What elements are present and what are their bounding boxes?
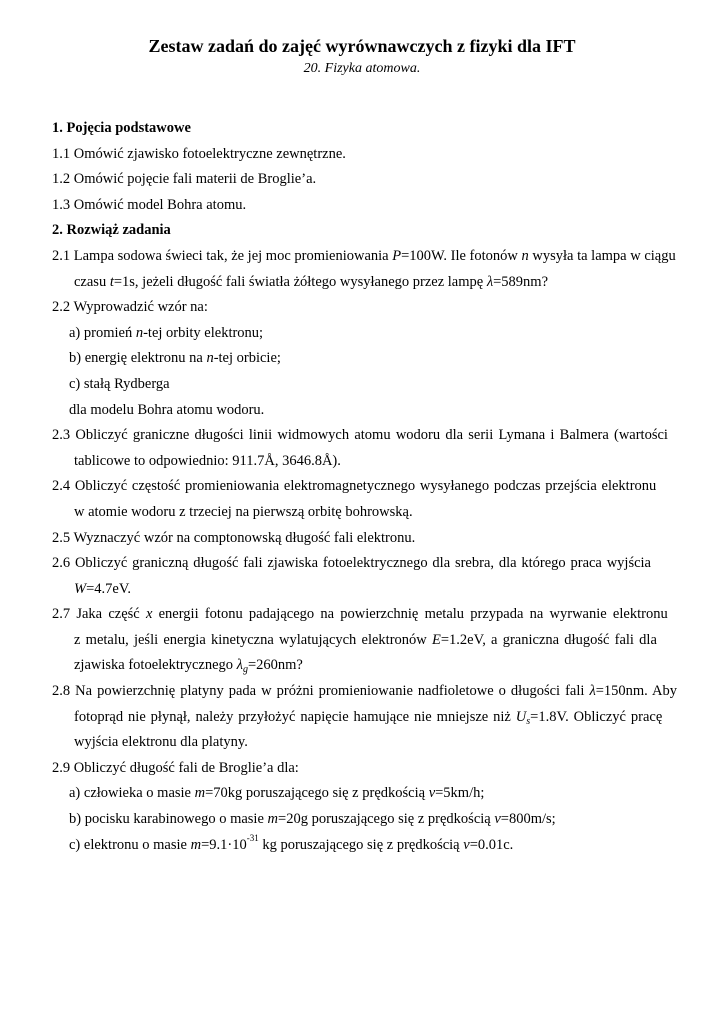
- problem-2-6-cont: W=4.7eV.: [74, 580, 132, 597]
- problem-2-9-a: a) człowieka o masie m=70kg poruszającego się z prędkością v=5km/h;: [69, 785, 485, 802]
- problem-2-3-cont: tablicowe to odpowiednio: 911.7Å, 3646.8Å).: [74, 452, 341, 469]
- problem-2-2-b: b) energię elektronu na n-tej orbicie;: [69, 350, 281, 367]
- item-1-2: 1.2 Omówić pojęcie fali materii de Broglie’a.: [52, 171, 317, 188]
- problem-2-2: 2.2 Wyprowadzić wzór na:: [52, 299, 208, 316]
- problem-2-7-cont2: zjawiska fotoelektrycznego $\lambda_g=260nm$?: [74, 657, 303, 676]
- problem-2-2-a: a) promień n-tej orbity elektronu;: [69, 324, 264, 341]
- problem-2-5: 2.5 Wyznaczyć wzór na comptonowską długość fali elektronu.: [52, 529, 416, 546]
- document-body: [52, 116, 682, 858]
- document-subtitle: 20. Fizyka atomowa.: [303, 61, 421, 76]
- document-title: Zestaw zadań do zajęć wyrównawczych z fizyki dla IFT: [148, 36, 576, 56]
- problem-2-1: 2.1 Lampa sodowa świeci tak, że jej moc promieniowania P=100W. Ile fotonów n wysyła ta lampa w ciągu: [52, 247, 676, 264]
- problem-2-2-note: dla modelu Bohra atomu wodoru.: [69, 401, 265, 418]
- section-1-heading: 1. Pojęcia podstawowe: [52, 120, 191, 136]
- problem-2-8: 2.8 Na powierzchnię platyny pada w próżni promieniowanie nadfioletowe o długości fali λ=150nm. Aby: [52, 683, 677, 700]
- item-1-3: 1.3 Omówić model Bohra atomu.: [52, 196, 247, 213]
- problem-2-9: 2.9 Obliczyć długość fali de Broglie’a dla:: [52, 759, 299, 776]
- problem-2-7: 2.7 Jaka część x energii fotonu padającego na powierzchnię metalu przypada na wyrwanie elektronu: [52, 606, 668, 623]
- problem-2-6: 2.6 Obliczyć graniczną długość fali zjawiska fotoelektrycznego dla srebra, dla którego praca wyjścia: [52, 555, 651, 572]
- problem-2-8-cont: fotoprąd nie płynął, należy przyłożyć napięcie hamujące nie mniejsze niż $U_s=1.8V$. Obliczyć pracę: [74, 708, 663, 727]
- item-1-1: 1.1 Omówić zjawisko fotoelektryczne zewnętrzne.: [52, 145, 346, 162]
- section-2-heading: 2. Rozwiąż zadania: [52, 222, 171, 239]
- problem-2-2-c: c) stałą Rydberga: [69, 375, 170, 392]
- problem-2-8-cont2: wyjścia elektronu dla platyny.: [74, 734, 248, 751]
- problem-2-7-cont: z metalu, jeśli energia kinetyczna wylatujących elektronów E=1.2eV, a graniczna długość fali dla: [74, 631, 657, 648]
- problem-2-1-cont: czasu t=1s, jeżeli długość fali światła żółtego wysyłanego przez lampę λ=589nm?: [74, 273, 549, 290]
- problem-2-4-cont: w atomie wodoru z trzeciej na pierwszą orbitę bohrowską.: [74, 503, 413, 520]
- problem-2-9-c: c) elektronu o masie $m=9.1\cdot 10^{-31}$ kg poruszającego się z prędkością v=0.01c.: [69, 832, 514, 853]
- problem-2-4: 2.4 Obliczyć częstość promieniowania elektromagnetycznego wysyłanego podczas przejścia elektronu: [52, 478, 657, 495]
- problem-2-3: 2.3 Obliczyć graniczne długości linii widmowych atomu wodoru dla serii Lymana i Balmera (wartości: [52, 427, 668, 444]
- problem-2-9-b: b) pocisku karabinowego o masie m=20g poruszającego się z prędkością v=800m/s;: [69, 811, 556, 828]
